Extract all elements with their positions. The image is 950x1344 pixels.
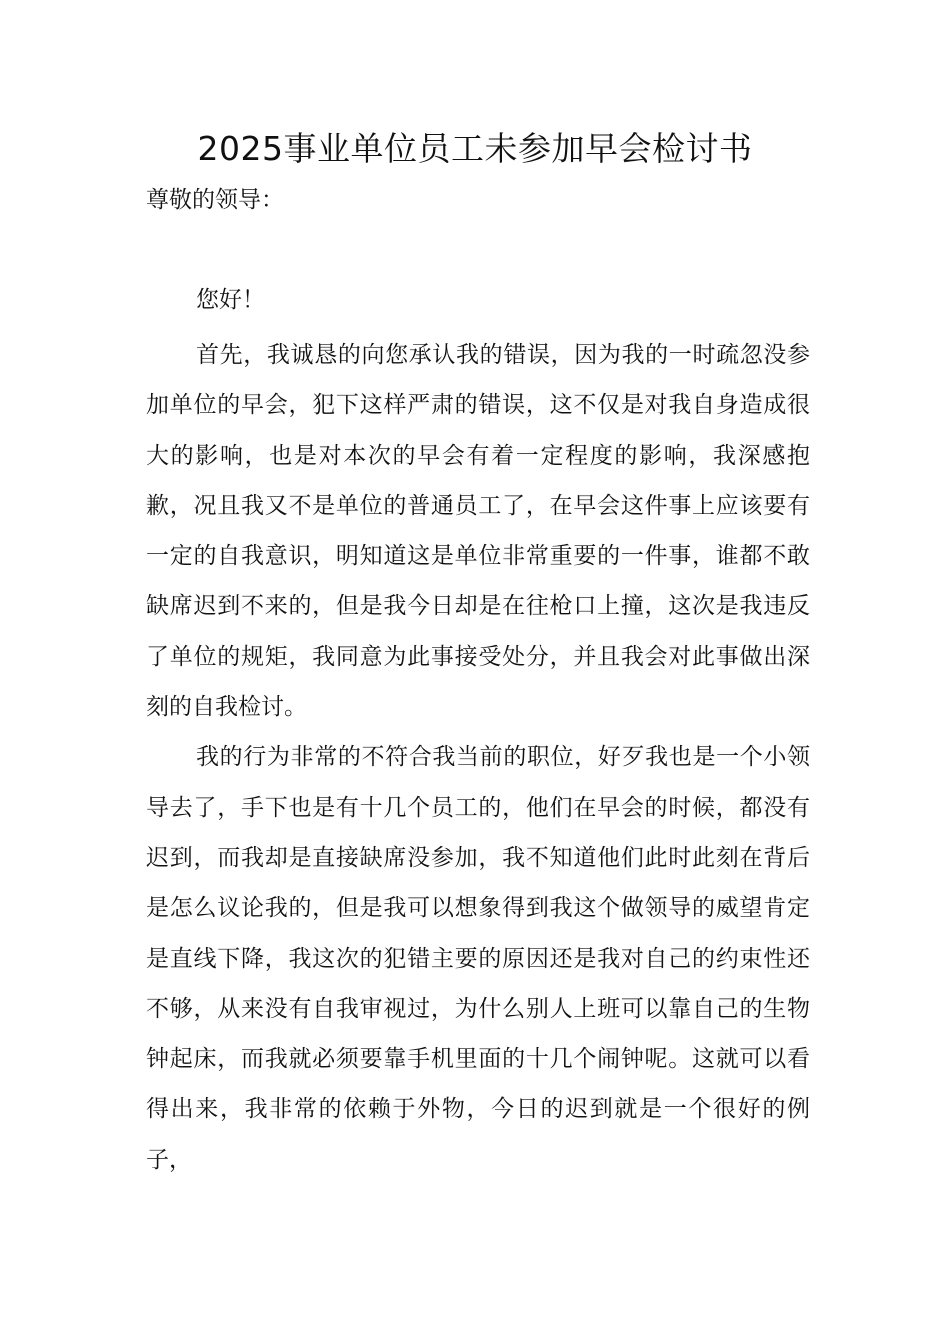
greeting: 您好！ <box>196 287 265 313</box>
salutation: 尊敬的领导： <box>146 187 284 213</box>
paragraph: 首先，我诚恳的向您承认我的错误，因为我的一时疏忽没参加单位的早会，犯下这样严肃的错误，这不仅是对我自身造成很大的影响，也是对本次的早会有着一定程度的影响，我深感抱歉，况且我又不是单位的普通员工了，在早会这件事上应该要有一定的自我意识，明知道这是单位非常重要的一件事，谁都不敢缺席迟到不来的，但是我今日却是在往枪口上撞，这次是我违反了单位的规矩，我同意为此事接受处分，并且我会对此事做出深刻的自我检讨。 <box>146 342 810 721</box>
document-title: 2025事业单位员工未参加早会检讨书 <box>197 129 753 168</box>
paragraph: 我的行为非常的不符合我当前的职位，好歹我也是一个小领导去了，手下也是有十几个员工的，他们在早会的时候，都没有迟到，而我却是直接缺席没参加，我不知道他们此时此刻在背后是怎么议论我的，但是我可以想象得到我这个做领导的威望肯定是直线下降，我这次的犯错主要的原因还是我对自己的约束性还不够，从来没有自我审视过，为什么别人上班可以靠自己的生物钟起床，而我就必须要靠手机里面的十几个闹钟呢。这就可以看得出来，我非常的依赖于外物，今日的迟到就是一个很好的例子， <box>146 744 810 1173</box>
document-body <box>146 330 810 1185</box>
